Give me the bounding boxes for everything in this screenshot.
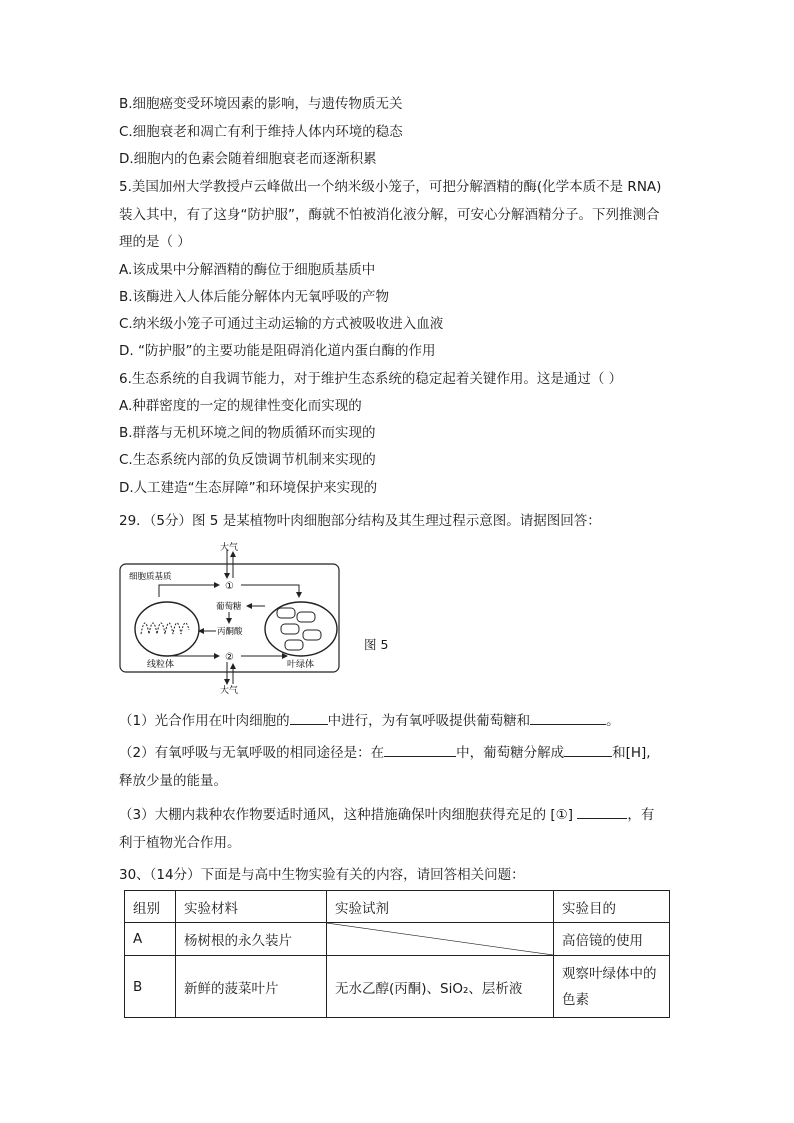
q5-option-c: C.纳米级小笼子可通过主动运输的方式被吸收进入血液 [119,316,444,332]
diagonal-line [327,923,553,955]
question-29-title: 29．（5分）图 5 是某植物叶肉细胞部分结构及其生理过程示意图。请据图回答： [119,513,601,529]
pyruvate-label: 丙酮酸 [217,627,243,637]
figure-5-diagram [119,542,369,694]
q29-1-text-c: 。 [606,713,620,729]
q29-part3-cont: 利于植物光合作用。 [119,835,241,851]
q5-option-a: A.该成果中分解酒精的酶位于细胞质基质中 [119,262,376,278]
table-row [125,956,670,1018]
header-purpose: 实验目的 [554,891,670,923]
row-a-reagent-empty [327,923,554,956]
cell-diagram [119,542,369,694]
q29-2-text-b: 中，葡萄糖分解成 [456,745,565,761]
table-header-row [125,891,670,923]
row-b-material: 新鲜的菠菜叶片 [176,956,327,1018]
q29-3-text-a: （3）大棚内栽种农作物要适时通风，这种措施确保叶肉细胞获得充足的 [①] [119,807,574,823]
cytoplasm-label: 细胞质基质 [129,572,172,582]
figure-caption: 图 5 [364,637,389,652]
answer-blank[interactable] [530,710,606,725]
header-reagent: 实验试剂 [327,891,554,923]
answer-blank[interactable] [384,742,456,757]
header-material: 实验材料 [176,891,327,923]
question-5-line-1: 5.美国加州大学教授卢云峰做出一个纳米级小笼子，可把分解酒精的酶(化学本质不是 RNA) [119,179,662,195]
answer-blank[interactable] [290,710,328,725]
row-a-material: 杨树根的永久装片 [176,923,327,956]
atmosphere-bottom-label: 大气 [220,686,239,694]
q5-option-d: D. “防护服”的主要功能是阻碍消化道内蛋白酶的作用 [119,343,436,359]
answer-blank[interactable] [564,742,612,757]
node-2: ② [225,652,234,663]
option-d-pigment: D.细胞内的色素会随着细胞衰老而逐渐积累 [119,151,377,167]
row-a-group: A [125,923,176,956]
experiment-table [124,890,670,1018]
q29-1-text-b: 中进行，为有氧呼吸提供葡萄糖和 [327,713,531,729]
chloroplast-label: 叶绿体 [287,660,315,670]
mitochondrion-shape [135,602,199,656]
q6-option-b: B.群落与无机环境之间的物质循环而实现的 [119,425,376,441]
q29-1-text-a: （1）光合作用在叶肉细胞的 [119,713,290,729]
chloroplast-shape [265,602,337,656]
q29-part1 [119,710,620,730]
q6-option-d: D.人工建造“生态屏障”和环境保护来实现的 [119,480,378,496]
table-row [125,923,670,956]
row-a-purpose: 高倍镜的使用 [554,923,670,956]
header-group: 组别 [125,891,176,923]
mitochondrion-label: 线粒体 [147,660,175,670]
q29-part3 [119,804,654,824]
q29-3-text-b: ，有 [627,807,655,823]
glucose-label: 葡萄糖 [216,602,242,612]
q6-option-a: A.种群密度的一定的规律性变化而实现的 [119,398,362,414]
q5-option-b: B.该酶进入人体后能分解体内无氧呼吸的产物 [119,289,390,305]
question-5-line-2: 装入其中，有了这身“防护服”，酶就不怕被消化液分解，可安心分解酒精分子。下列推测合 [119,207,660,223]
q6-option-c: C.生态系统内部的负反馈调节机制来实现的 [119,452,376,468]
option-b-cell-cancer: B.细胞癌变受环境因素的影响，与遗传物质无关 [119,96,403,112]
question-30-title: 30、（14分）下面是与高中生物实验有关的内容，请回答相关问题： [119,867,525,883]
q29-part2-cont: 释放少量的能量。 [119,773,227,789]
atmosphere-top-label: 大气 [220,543,239,553]
option-c-cell-aging: C.细胞衰老和凋亡有利于维持人体内环境的稳态 [119,124,403,140]
q29-part2 [119,742,651,762]
q29-2-text-c: 和[H], [612,745,651,761]
row-b-group: B [125,956,176,1018]
row-b-purpose: 观察叶绿体中的色素 [554,956,670,1018]
row-b-reagent: 无水乙醇(丙酮)、SiO₂、层析液 [327,956,554,1018]
answer-blank[interactable] [577,804,627,819]
node-1: ① [225,581,234,592]
question-6: 6.生态系统的自我调节能力，对于维护生态系统的稳定起着关键作用。这是通过（ ） [119,371,623,387]
question-5-line-3: 理的是（ ） [119,234,191,250]
q29-2-text-a: （2）有氧呼吸与无氧呼吸的相同途径是：在 [119,745,385,761]
